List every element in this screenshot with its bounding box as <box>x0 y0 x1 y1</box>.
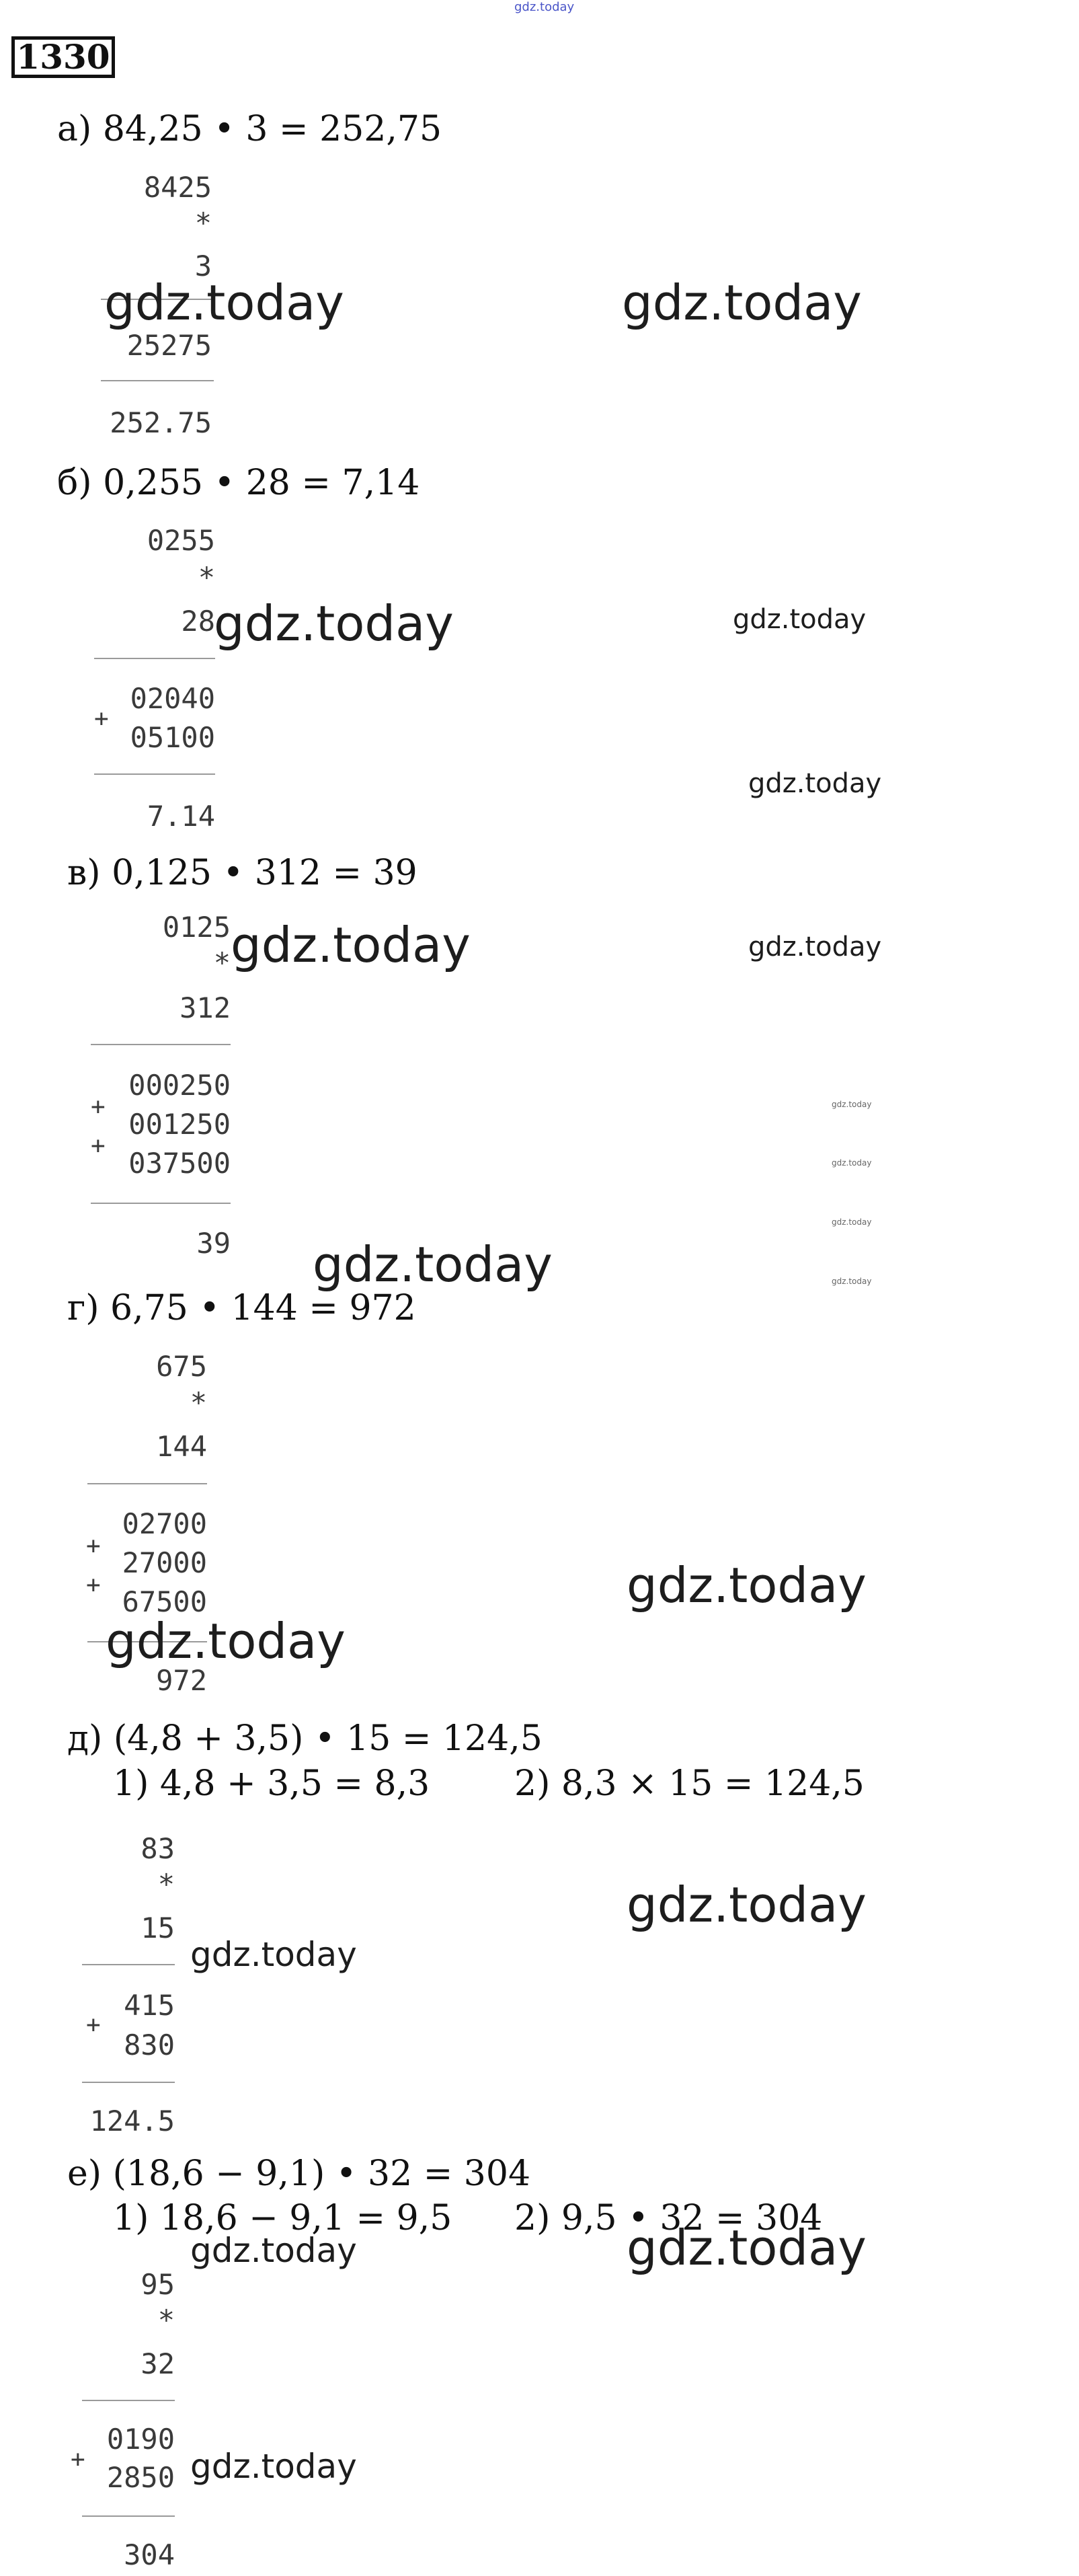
part-b-line: 05100 <box>130 721 215 754</box>
part-e-line: 0190 <box>106 2423 175 2456</box>
part-e-step2: 2) 9,5 • 32 = 304 <box>514 2198 823 2238</box>
part-g-line: 144 <box>156 1430 207 1463</box>
watermark: gdz.today <box>832 1100 872 1109</box>
part-e-line: 32 <box>141 2347 175 2380</box>
part-b-line: 02040 <box>130 682 215 715</box>
part-v-result: 39 <box>196 1227 231 1260</box>
part-e-step1: 1) 18,6 − 9,1 = 9,5 <box>113 2198 452 2238</box>
part-d-line: 415 <box>124 1989 175 2022</box>
part-d-result: 124.5 <box>89 2105 175 2137</box>
part-a-result: 252.75 <box>110 406 212 439</box>
part-d-step1: 1) 4,8 + 3,5 = 8,3 <box>113 1764 430 1804</box>
watermark: gdz.today <box>832 1277 872 1286</box>
watermark: gdz.today <box>190 2231 357 2270</box>
part-v-line: 000250 <box>128 1069 231 1102</box>
part-a-line: * <box>194 206 212 239</box>
watermark: gdz.today <box>627 1877 867 1933</box>
part-a-line: 8425 <box>143 171 212 204</box>
part-g-result: 972 <box>156 1664 207 1697</box>
part-b-title: б) 0,255 • 28 = 7,14 <box>57 463 420 503</box>
part-d-line: 830 <box>124 2029 175 2061</box>
part-e-line: * <box>157 2304 175 2337</box>
watermark: gdz.today <box>214 595 454 652</box>
rule <box>87 1483 207 1484</box>
plus-sign: + <box>94 705 109 732</box>
rule <box>82 2515 175 2517</box>
part-d-line: 15 <box>141 1911 175 1944</box>
part-g-line: 67500 <box>122 1585 207 1618</box>
part-d-step2: 2) 8,3 × 15 = 124,5 <box>514 1764 865 1804</box>
plus-sign: + <box>71 2446 85 2473</box>
part-a-line: 3 <box>194 250 212 282</box>
rule <box>91 1203 231 1204</box>
rule <box>82 1964 175 1965</box>
watermark: gdz.today <box>832 1158 872 1168</box>
problem-number: 1330 <box>11 36 115 78</box>
part-b-line: 0255 <box>147 524 215 557</box>
part-a-title: а) 84,25 • 3 = 252,75 <box>57 109 442 149</box>
part-e-line: 2850 <box>106 2461 175 2494</box>
plus-sign: + <box>86 1571 101 1599</box>
watermark: gdz.today <box>106 1613 346 1669</box>
watermark: gdz.today <box>627 2220 867 2276</box>
part-e-title: е) (18,6 − 9,1) • 32 = 304 <box>67 2154 531 2194</box>
part-a-line: 25275 <box>126 329 212 362</box>
part-v-line: 312 <box>179 991 231 1024</box>
plus-sign: + <box>91 1132 106 1160</box>
watermark: gdz.today <box>733 604 867 635</box>
watermark: gdz.today <box>104 274 344 331</box>
part-e-result: 304 <box>124 2538 175 2571</box>
part-g-title: г) 6,75 • 144 = 972 <box>67 1288 416 1328</box>
rule <box>101 380 214 381</box>
part-v-line: 0125 <box>162 911 231 944</box>
part-g-line: * <box>190 1386 207 1419</box>
watermark: gdz.today <box>748 768 882 799</box>
rule <box>91 1044 231 1045</box>
part-v-line: 001250 <box>128 1108 231 1141</box>
watermark: gdz.today <box>748 932 882 962</box>
plus-sign: + <box>86 2011 101 2039</box>
part-v-line: 037500 <box>128 1147 231 1180</box>
part-g-line: 27000 <box>122 1546 207 1579</box>
part-d-line: 83 <box>141 1832 175 1865</box>
watermark: gdz.today <box>190 2447 357 2486</box>
rule <box>82 2082 175 2083</box>
part-b-result: 7.14 <box>147 800 215 833</box>
rule <box>82 2400 175 2401</box>
part-v-line: * <box>213 946 231 979</box>
part-g-line: 02700 <box>122 1507 207 1540</box>
rule <box>94 773 215 775</box>
part-b-line: * <box>198 561 215 594</box>
watermark: gdz.today <box>231 917 471 973</box>
rule <box>94 658 215 659</box>
watermark: gdz.today <box>832 1217 872 1227</box>
watermark: gdz.today <box>627 1557 867 1614</box>
watermark: gdz.today <box>622 274 862 331</box>
part-b-line: 28 <box>181 605 215 638</box>
part-e-line: 95 <box>141 2268 175 2301</box>
plus-sign: + <box>86 1532 101 1560</box>
part-d-line: * <box>157 1868 175 1901</box>
watermark: gdz.today <box>190 1935 357 1974</box>
part-g-line: 675 <box>156 1350 207 1383</box>
header-watermark: gdz.today <box>514 0 575 14</box>
part-v-title: в) 0,125 • 312 = 39 <box>67 853 417 893</box>
watermark: gdz.today <box>313 1236 553 1293</box>
part-d-title: д) (4,8 + 3,5) • 15 = 124,5 <box>67 1718 543 1759</box>
plus-sign: + <box>91 1093 106 1121</box>
